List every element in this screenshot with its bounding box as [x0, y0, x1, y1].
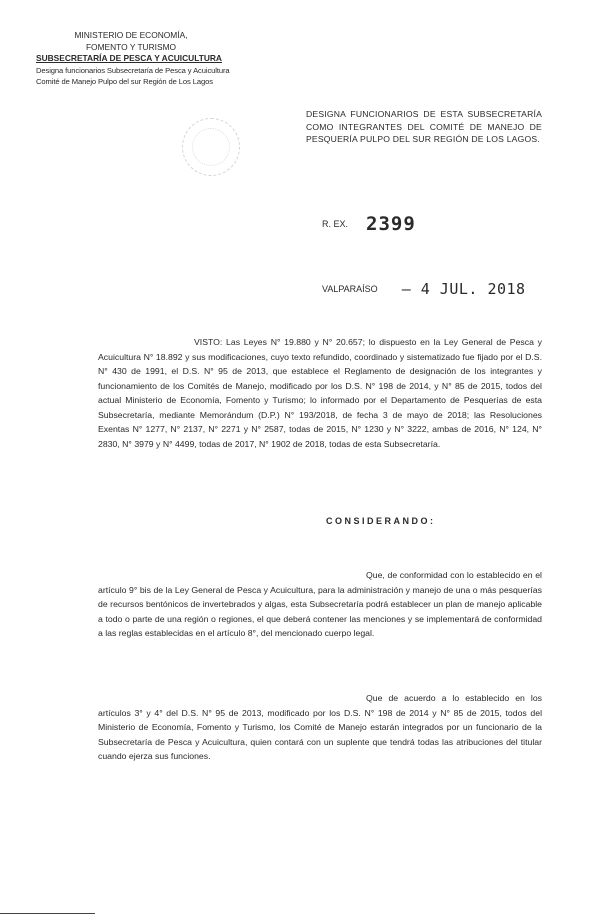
undersecretariat-name: SUBSECRETARÍA DE PESCA Y ACUICULTURA: [36, 53, 222, 63]
letterhead: [36, 30, 266, 88]
resolution-number: [322, 213, 416, 235]
date-stamp: – 4 JUL. 2018: [401, 280, 526, 298]
ministry-name: MINISTERIO DE ECONOMÍA,: [74, 30, 188, 40]
resolution-title: DESIGNA FUNCIONARIOS DE ESTA SUBSECRETARÍA COMO INTEGRANTES DEL COMITÉ DE MANEJO DE PESQUERÍA PULPO DEL SUR REGIÓN DE LOS LAGOS.: [306, 109, 542, 144]
city: VALPARAÍSO: [322, 284, 378, 294]
subject-line-1: Designa funcionarios Subsecretaría de Pesca y Acuicultura: [36, 65, 230, 75]
considerando-paragraph-2: Que de acuerdo a lo establecido en los artículos 3° y 4° del D.S. N° 95 de 2013, modificado por los D.S. N° 198 de 2014 y N° 85 de 2015, todos del Ministerio de Economía, Fomento y Turismo, los Comité de Manejo estarán integrados por un funcionario de la Subsecretaría de Pesca y Acuicultura, quien contará con un suplente que tendrá todas las atribuciones del titular cuando ejerza sus funciones.: [98, 693, 542, 761]
resolution-prefix: R. EX.: [322, 219, 349, 229]
subject-line-2: Comité de Manejo Pulpo del sur Región de Los Lagos: [36, 77, 213, 86]
official-stamp-icon: [182, 118, 240, 176]
considerando-paragraph-1: Que, de conformidad con lo establecido en el artículo 9° bis de la Ley General de Pesca y Acuicultura, para la administración y manejo de una o más pesquerías de recursos bentónicos de invertebrados y algas, esta Subsecretaría podrá establecer un plan de manejo aplicable a todo o parte de una región o regiones, el que deberá contener las menciones y se implementará de conformidad a las reglas establecidas en el artículo 8°, del mencionado cuerpo legal.: [98, 570, 542, 638]
resolution-number-value: 2399: [366, 213, 416, 235]
footer-rule: [0, 913, 95, 914]
place-and-date: [322, 280, 526, 298]
visto-paragraph: VISTO: Las Leyes N° 19.880 y N° 20.657; lo dispuesto en la Ley General de Pesca y Acuicultura N° 18.892 y sus modificaciones, cuyo texto refundido, coordinado y sistematizado fue fijado por el D.S. N° 430 de 1991, el D.S. N° 95 de 2013, que establece el Reglamento de designación de los integrantes y funcionamiento de los Comités de Manejo, modificado por los D.S. N° 198 de 2014, y N° 85 de 2015, todos del actual Ministerio de Economía, Fomento y Turismo; lo informado por el Departamento de Pesquerías de esta Subsecretaría, mediante Memorándum (D.P.) N° 193/2018, de fecha 3 de mayo de 2018; las Resoluciones Exentas N° 1277, N° 2137, N° 2271 y N° 2587, todas de 2015, N° 1230 y N° 3222, ambas de 2016, N° 124, N° 2830, N° 3979 y N° 4499, todas de 2017, N° 1902 de 2018, todas de esta Subsecretaría.: [98, 337, 542, 449]
ministry-name-line2: FOMENTO Y TURISMO: [85, 41, 177, 52]
considerando-heading: CONSIDERANDO:: [326, 516, 436, 526]
